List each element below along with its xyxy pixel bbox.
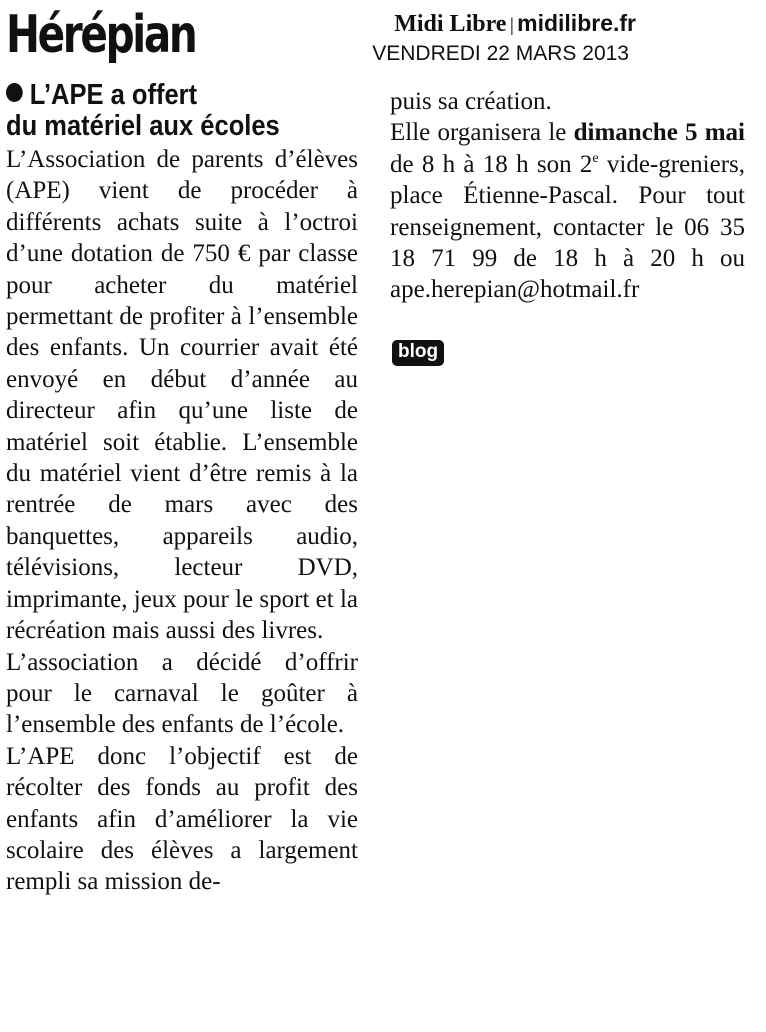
paragraph-2: L’association a décidé d’offrir pour le carnaval le goûter à l’ensemble des enfants de l’école.: [6, 648, 358, 739]
event-details: vide-greniers, place Étienne-Pascal. Pour tout renseignement, contacter le 06 35 18 71 99 de 18 h à 20 h ou ape.herepian@hotmail.fr: [390, 150, 746, 304]
paragraph-4: puis sa création.: [390, 88, 552, 115]
headline-line-1: L’APE a offert: [29, 79, 198, 111]
headline-line-2: du matériel aux écoles: [6, 110, 280, 142]
bullet-icon: [6, 83, 23, 102]
event-hours: de 8 h à 18 h son 2: [390, 150, 593, 178]
paragraph-1: L’Association de parents d’élèves (APE) vient de procéder à différents achats suite à l’octroi d’une dotation de 750 € par classe pour acheter du matériel permettant de profiter à l’ensemble des enfants. Un courrier avait été envoyé en début d’année au directeur afin qu’une liste de matériel soit établie. L’ensemble du matériel vient d’être remis à la rentrée de mars avec des banquettes, appareils audio, télévisions, lecteur DVD, imprimante, jeux pour le sport et la récréation mais aussi des livres.: [6, 146, 358, 645]
article-right-column: [390, 86, 745, 306]
masthead-separator: |: [509, 15, 515, 35]
ordinal-suffix: e: [592, 150, 599, 166]
masthead: [394, 10, 636, 38]
blog-tag: blog: [392, 340, 444, 366]
paragraph-3: L’APE donc l’objectif est de récolter des fonds au profit des enfants afin d’améliorer la vie scolaire des élèves a largement rempli sa mission de-: [6, 742, 358, 896]
publication-name: Midi Libre: [394, 11, 507, 37]
event-intro: Elle organisera le: [390, 119, 574, 147]
publication-date: VENDREDI 22 MARS 2013: [372, 42, 629, 65]
article-left-column: [6, 144, 358, 898]
website-name: midilibre.fr: [517, 10, 636, 36]
town-title: Hérépian: [6, 5, 196, 65]
paragraph-5: [390, 117, 745, 305]
event-date: dimanche 5 mai: [573, 119, 746, 147]
article-headline: [6, 80, 323, 142]
